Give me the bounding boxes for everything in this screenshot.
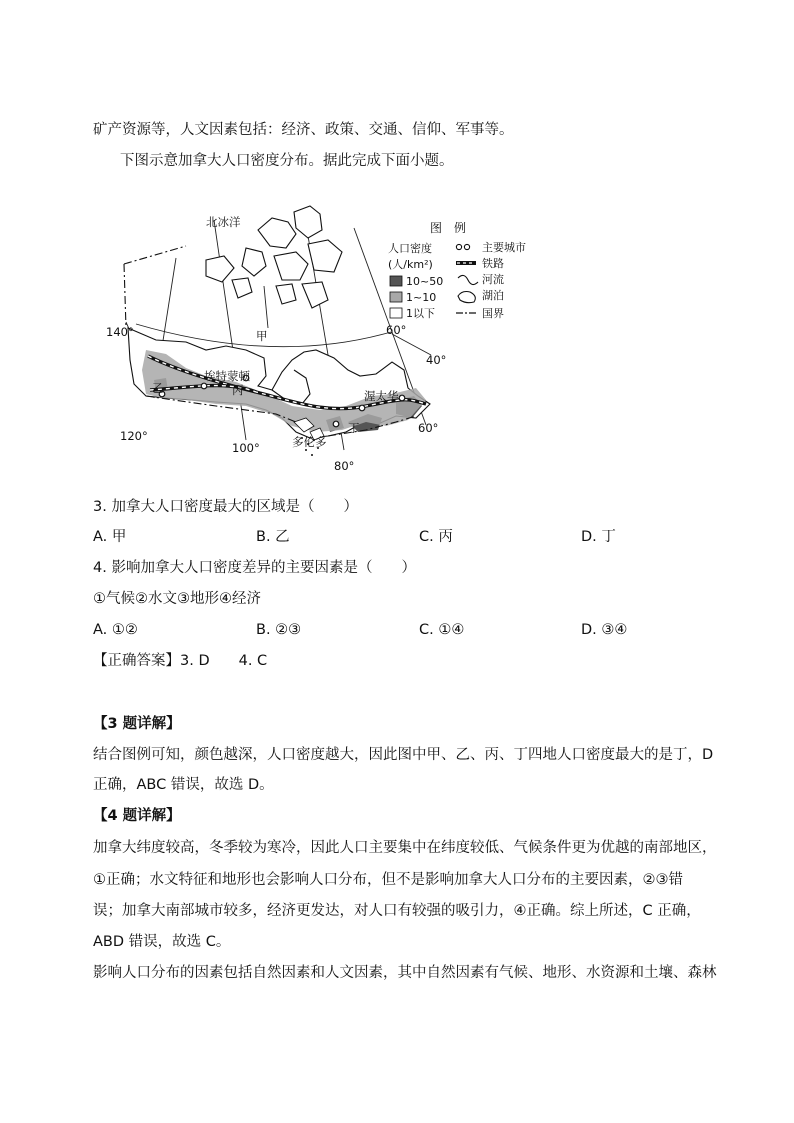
q4-option-b: B. ②③ (256, 622, 302, 638)
city-montreal-marker (399, 395, 405, 401)
detail-4-line-4: ABD 错误，故选 C。 (93, 934, 231, 950)
legend-density-mid: 1~10 (406, 291, 437, 304)
legend-river-icon (458, 275, 478, 284)
detail-3-line-1: 结合图例可知，颜色越深，人口密度越大，因此图中甲、乙、丙、丁四地人口密度最大的是丁，D (93, 747, 714, 763)
q3-option-b: B. 乙 (256, 529, 290, 545)
question-4-stem: 4. 影响加拿大人口密度差异的主要因素是（ ） (93, 560, 416, 576)
legend-title: 图 例 (430, 221, 467, 235)
legend-city-icon (456, 244, 461, 249)
detail-4-line-5: 影响人口分布的因素包括自然因素和人文因素，其中自然因素有气候、地形、水资源和土壤、森林 (93, 965, 717, 981)
legend-swatch-high (390, 276, 402, 286)
legend-city-label: 主要城市 (482, 241, 526, 254)
detail-3-heading: 【3 题详解】 (93, 716, 181, 732)
legend-rail-label: 铁路 (482, 257, 504, 270)
city-toronto-marker (333, 421, 339, 427)
label-lon-120: 120° (120, 429, 148, 443)
paragraph-intro-continuation: 矿产资源等，人文因素包括：经济、政策、交通、信仰、军事等。 (93, 122, 514, 138)
label-lon-60: 60° (418, 421, 439, 435)
legend-swatch-low (390, 308, 402, 318)
city-ottawa-marker (359, 405, 365, 411)
legend-density-title: 人口密度 (388, 242, 432, 255)
answer-label: 【正确答案】 (93, 653, 180, 669)
label-bing: 丙 (232, 383, 244, 397)
detail-4-line-3: 误；加拿大南部城市较多，经济更发达，对人口有较强的吸引力，④正确。综上所述，C 正确， (93, 903, 701, 919)
q4-option-c: C. ①④ (419, 622, 465, 638)
legend-lake-label: 湖泊 (482, 289, 504, 302)
legend-density-low: 1以下 (406, 307, 435, 320)
answer-line (93, 651, 267, 671)
legend-density-unit: (人/km²) (388, 258, 433, 271)
longitude-100-line (214, 220, 246, 440)
label-lon-140: 140° (106, 325, 134, 339)
q4-option-a: A. ①② (93, 622, 138, 638)
answer-value: 3. D 4. C (180, 653, 268, 669)
q3-option-a: A. 甲 (93, 529, 127, 545)
legend-river-label: 河流 (482, 273, 504, 286)
paragraph-figure-intro: 下图示意加拿大人口密度分布。据此完成下面小题。 (120, 153, 454, 169)
label-lon-80: 80° (334, 459, 355, 473)
detail-4-line-1: 加拿大纬度较高，冬季较为寒冷，因此人口主要集中在纬度较低、气候条件更为优越的南部地区， (93, 840, 717, 856)
q4-option-d: D. ③④ (581, 622, 628, 638)
legend-lake-icon (458, 292, 475, 303)
label-yi: 乙 (152, 381, 164, 395)
city-edmonton-marker (201, 383, 207, 389)
detail-4-line-2: ①正确；水文特征和地形也会影响人口分布，但不是影响加拿大人口分布的主要因素，②③错 (93, 872, 683, 888)
label-ding: 丁 (348, 421, 360, 435)
map-legend (388, 220, 526, 320)
label-lat-40: 40° (426, 353, 447, 367)
legend-density-high: 10~50 (406, 275, 444, 288)
question-3-stem: 3. 加拿大人口密度最大的区域是（ ） (93, 499, 358, 515)
legend-swatch-mid (390, 292, 402, 302)
label-lat-60: 60° (386, 323, 407, 337)
label-edmonton: 埃特蒙顿 (204, 369, 250, 383)
label-jia: 甲 (256, 329, 268, 343)
question-4-factors: ①气候②水文③地形④经济 (93, 591, 261, 607)
legend-border-label: 国界 (482, 307, 504, 320)
detail-4-heading: 【4 题详解】 (93, 808, 181, 824)
label-arctic-ocean: 北冰洋 (206, 215, 241, 229)
label-lon-100: 100° (232, 441, 260, 455)
label-toronto: 多伦多 (292, 435, 327, 449)
label-ottawa: 渥太华 (364, 389, 399, 403)
q3-option-c: C. 丙 (419, 529, 453, 545)
detail-3-line-2: 正确，ABC 错误，故选 D。 (93, 777, 274, 793)
canada-population-density-map (96, 200, 546, 475)
q3-option-d: D. 丁 (581, 529, 616, 545)
